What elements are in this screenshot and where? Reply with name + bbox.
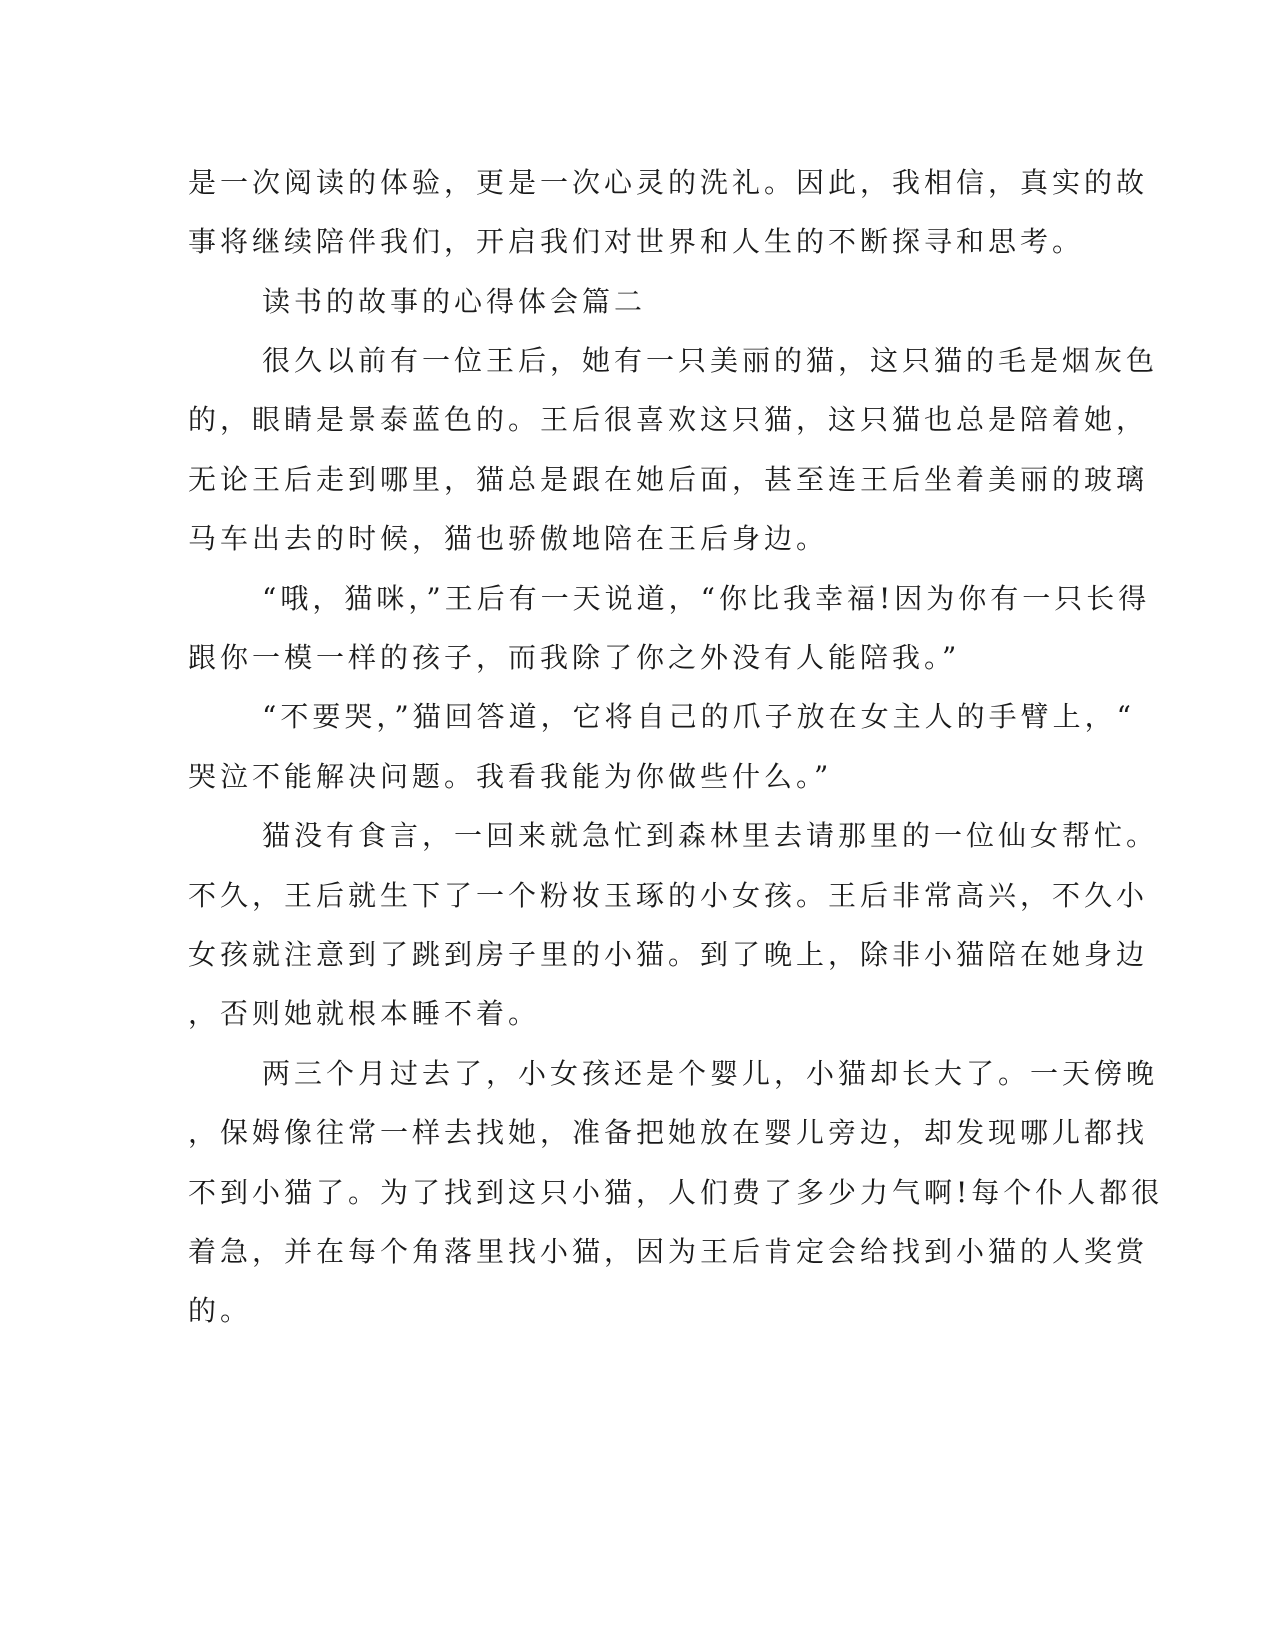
text-line: 无论王后走到哪里，猫总是跟在她后面，甚至连王后坐着美丽的玻璃 <box>188 463 1149 496</box>
text-line: 两三个月过去了，小女孩还是个婴儿，小猫却长大了。一天傍晚 <box>262 1057 1159 1090</box>
section-heading: 读书的故事的心得体会篇二 <box>262 285 647 318</box>
text-line: 哭泣不能解决问题。我看我能为你做些什么。” <box>188 760 833 793</box>
text-line: 不到小猫了。为了找到这只小猫，人们费了多少力气啊!每个仆人都很 <box>188 1176 1164 1209</box>
text-line: 的。 <box>188 1294 253 1327</box>
text-line: “哦，猫咪，”王后有一天说道，“你比我幸福!因为你有一只长得 <box>262 582 1151 615</box>
text-line: 马车出去的时候，猫也骄傲地陪在王后身边。 <box>188 522 829 555</box>
text-line: 很久以前有一位王后，她有一只美丽的猫，这只猫的毛是烟灰色 <box>262 344 1159 377</box>
text-line: 是一次阅读的体验，更是一次心灵的洗礼。因此，我相信，真实的故 <box>188 166 1149 199</box>
text-line: ，保姆像往常一样去找她，准备把她放在婴儿旁边，却发现哪儿都找 <box>188 1116 1149 1149</box>
text-line: 不久，王后就生下了一个粉妆玉琢的小女孩。王后非常高兴，不久小 <box>188 879 1149 912</box>
text-line: 猫没有食言，一回来就急忙到森林里去请那里的一位仙女帮忙。 <box>262 819 1159 852</box>
text-line: 着急，并在每个角落里找小猫，因为王后肯定会给找到小猫的人奖赏 <box>188 1235 1149 1268</box>
text-line: 女孩就注意到了跳到房子里的小猫。到了晚上，除非小猫陪在她身边 <box>188 938 1149 971</box>
text-line: 的，眼睛是景泰蓝色的。王后很喜欢这只猫，这只猫也总是陪着她， <box>188 403 1149 436</box>
text-line: 事将继续陪伴我们，开启我们对世界和人生的不断探寻和思考。 <box>188 225 1085 258</box>
text-line: “不要哭，”猫回答道，它将自己的爪子放在女主人的手臂上，“ <box>262 700 1135 733</box>
text-line: ，否则她就根本睡不着。 <box>188 997 541 1030</box>
text-line: 跟你一模一样的孩子，而我除了你之外没有人能陪我。” <box>188 641 961 674</box>
